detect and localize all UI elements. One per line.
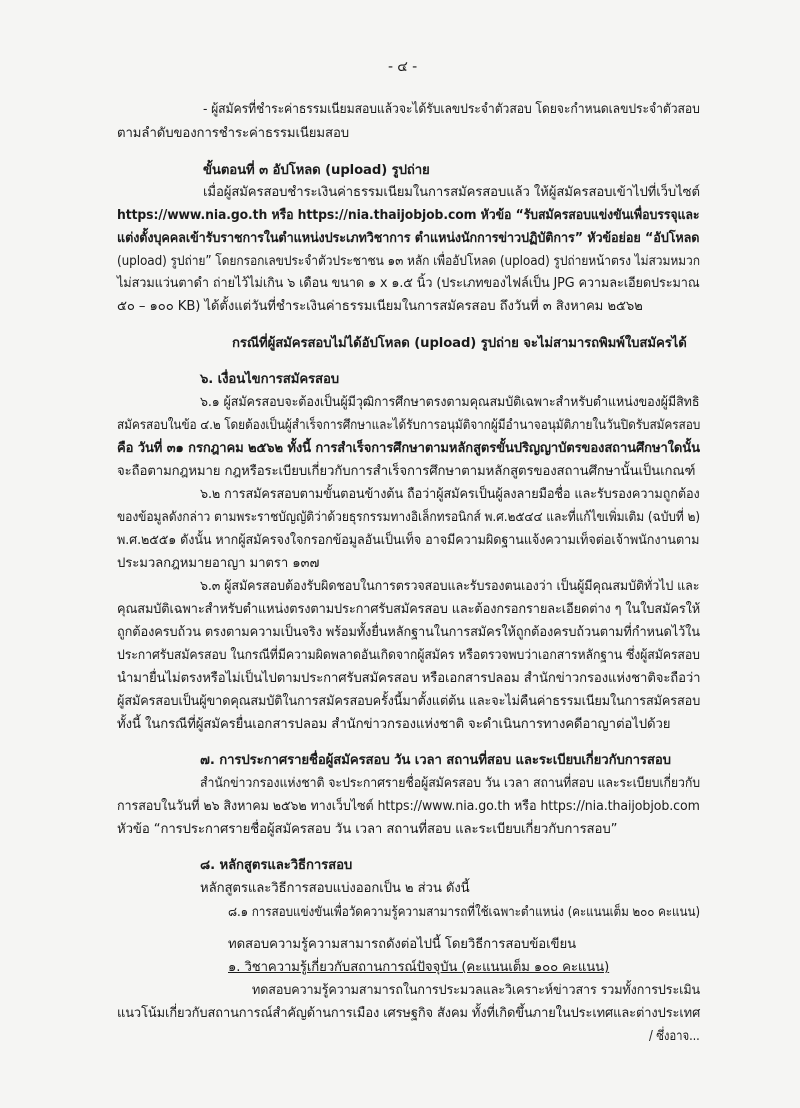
page-number: - ๔ - [388, 59, 418, 75]
section8-heading: ๘. หลักสูตรและวิธีการสอบ [200, 858, 353, 873]
step3-line-1: เมื่อผู้สมัครสอบชำระเงินค่าธรรมเนียมในการสมัครสอบแล้ว ให้ผู้สมัครสอบเข้าไปที่เว็บไซต์ [203, 185, 700, 200]
section6-3-line: ผู้สมัครสอบเป็นผู้ขาดคุณสมบัติในการสมัครสอบครั้งนี้มาตั้งแต่ต้น และจะไม่คืนค่าธรรมเนียมในการสมัครสอบ [117, 694, 701, 709]
section6-3-line: ๖.๓ ผู้สมัครสอบต้องรับผิดชอบในการตรวจสอบและรับรองตนเองว่า เป็นผู้มีคุณสมบัติทั่วไป และ [200, 579, 700, 594]
intro-line-2: ตามลำดับของการชำระค่าธรรมเนียมสอบ [117, 126, 350, 141]
section6-3-line: ทั้งนี้ ในกรณีที่ผู้สมัครยื่นเอกสารปลอม สำนักข่าวกรองแห่งชาติ จะดำเนินการทางคดีอาญาต่อไปด้วย [117, 717, 671, 732]
section6-3-line: คุณสมบัติเฉพาะสำหรับตำแหน่งตรงตามประกาศรับสมัครสอบ และต้องกรอกรายละเอียดต่าง ๆ ในใบสมัครให้ [117, 602, 701, 617]
section6-3-line: นำมายื่นไม่ตรงหรือไม่เป็นไปตามประกาศรับสมัครสอบ หรือเอกสารปลอม สำนักข่าวกรองแห่งชาติจะถือว่า [117, 671, 701, 686]
section6-2-line: ของข้อมูลดังกล่าว ตามพระราชบัญญัติว่าด้วยธุรกรรมทางอิเล็กทรอนิกส์ พ.ศ.๒๕๔๔ และที่แก้ไขเพิ่มเติม (ฉบับที่ ๒) [117, 510, 701, 525]
section7-line-1: สำนักข่าวกรองแห่งชาติ จะประกาศรายชื่อผู้สมัครสอบ วัน เวลา สถานที่สอบ และระเบียบเกี่ยวกับ [200, 776, 701, 791]
step3-line-3: แต่งตั้งบุคคลเข้ารับราชการในตำแหน่งประเภทวิชาการ ตำแหน่งนักการข่าวปฏิบัติการ” หัวข้อย่อย “อัปโหลด [117, 231, 700, 246]
intro-line-1: - ผู้สมัครที่ชำระค่าธรรมเนียมสอบแล้วจะได้รับเลขประจำตัวสอบ โดยจะกำหนดเลขประจำตัวสอบ [203, 102, 700, 117]
continuation-marker: / ซึ่งอาจ... [649, 1029, 700, 1044]
section6-2-line: ประมวลกฎหมายอาญา มาตรา ๑๓๗ [117, 556, 320, 571]
step3-line-2: https://www.nia.go.th หรือ https://nia.thaijobjob.com หัวข้อ “รับสมัครสอบแข่งขันเพื่อบรรจุและ [117, 208, 700, 223]
section8-line-1: หลักสูตรและวิธีการสอบแบ่งออกเป็น ๒ ส่วน ดังนี้ [200, 881, 470, 896]
step3-line-5: ไม่สวมแว่นตาดำ ถ่ายไว้ไม่เกิน ๖ เดือน ขนาด ๑ x ๑.๕ นิ้ว (ประเภทของไฟล์เป็น JPG ความละเอียดประมาณ [117, 276, 700, 291]
section7-line-3: หัวข้อ “การประกาศรายชื่อผู้สมัครสอบ วัน เวลา สถานที่สอบ และระเบียบเกี่ยวกับการสอบ” [117, 822, 618, 837]
step3-line-6: ๕๐ – ๑๐๐ KB) ได้ตั้งแต่วันที่ชำระเงินค่าธรรมเนียมในการสมัครสอบ ถึงวันที่ ๓ สิงหาคม ๒๕๖๒ [117, 299, 643, 314]
section6-3-line: ถูกต้องครบถ้วน ตรงตามความเป็นจริง พร้อมทั้งยื่นหลักฐานในการสมัครให้ถูกต้องครบถ้วนตามที่กำหนดไว้ใน [117, 625, 700, 640]
section8-1-heading: ๘.๑ การสอบแข่งขันเพื่อวัดความรู้ความสามารถที่ใช้เฉพาะตำแหน่ง (คะแนนเต็ม ๒๐๐ คะแนน) [228, 905, 700, 920]
section6-2-line: ๖.๒ การสมัครสอบตามขั้นตอนข้างต้น ถือว่าผู้สมัครเป็นผู้ลงลายมือชื่อ และรับรองความถูกต้อง [200, 487, 700, 502]
section8-line-3: ทดสอบความรู้ความสามารถในการประมวลและวิเคราะห์ข่าวสาร รวมทั้งการประเมิน [252, 983, 701, 998]
section6-3-line: ประกาศรับสมัครสอบ ในกรณีที่มีความผิดพลาดอันเกิดจากผู้สมัคร หรือตรวจพบว่าเอกสารหลักฐาน ซึ่งผู้สมัครสอบ [117, 648, 700, 663]
section8-item-1: ๑. วิชาความรู้เกี่ยวกับสถานการณ์ปัจจุบัน (คะแนนเต็ม ๑๐๐ คะแนน) [228, 960, 610, 975]
section7-line-2: การสอบในวันที่ ๒๖ สิงหาคม ๒๕๖๒ ทางเว็บไซต์ https://www.nia.go.th หรือ https://nia.thaijobjob.com [117, 799, 700, 814]
section8-line-2: ทดสอบความรู้ความสามารถดังต่อไปนี้ โดยวิธีการสอบข้อเขียน [228, 937, 576, 952]
section6-1-line: ๖.๑ ผู้สมัครสอบจะต้องเป็นผู้มีวุฒิการศึกษาตรงตามคุณสมบัติเฉพาะสำหรับตำแหน่งของผู้มีสิทธิ [200, 395, 700, 410]
step3-heading: ขั้นตอนที่ ๓ อัปโหลด (upload) รูปถ่าย [203, 163, 430, 178]
section6-heading: ๖. เงื่อนไขการสมัครสอบ [200, 372, 340, 387]
step3-line-4: (upload) รูปถ่าย” โดยกรอกเลขประจำตัวประชาชน ๑๓ หลัก เพื่ออัปโหลด (upload) รูปถ่ายหน้าตรง ไม่สวมหมวก [117, 254, 700, 269]
section6-1-line: สมัครสอบในข้อ ๔.๒ โดยต้องเป็นผู้สำเร็จการศึกษาและได้รับการอนุมัติจากผู้มีอำนาจอนุมัติภายในวันปิดรับสมัครสอบ [117, 418, 701, 433]
section8-line-4: แนวโน้มเกี่ยวกับสถานการณ์สำคัญด้านการเมือง เศรษฐกิจ สังคม ทั้งที่เกิดขึ้นภายในประเทศและต่างประเทศ [117, 1006, 701, 1021]
section6-2-line: พ.ศ.๒๕๕๑ ดังนั้น หากผู้สมัครจงใจกรอกข้อมูลอันเป็นเท็จ อาจมีความผิดฐานแจ้งความเท็จต่อเจ้าพนักงานตาม [117, 533, 700, 548]
upload-warning: กรณีที่ผู้สมัครสอบไม่ได้อัปโหลด (upload) รูปถ่าย จะไม่สามารถพิมพ์ใบสมัครได้ [232, 336, 687, 351]
section7-heading: ๗. การประกาศรายชื่อผู้สมัครสอบ วัน เวลา สถานที่สอบ และระเบียบเกี่ยวกับการสอบ [200, 753, 671, 768]
section6-1-line: คือ วันที่ ๓๑ กรกฎาคม ๒๕๖๒ ทั้งนี้ การสำเร็จการศึกษาตามหลักสูตรขั้นปริญญาบัตรของสถานศึกษาใดนั้น [117, 441, 700, 456]
section6-1-line: จะถือตามกฎหมาย กฎหรือระเบียบเกี่ยวกับการสำเร็จการศึกษาตามหลักสูตรของสถานศึกษานั้นเป็นเกณฑ์ [117, 464, 696, 479]
